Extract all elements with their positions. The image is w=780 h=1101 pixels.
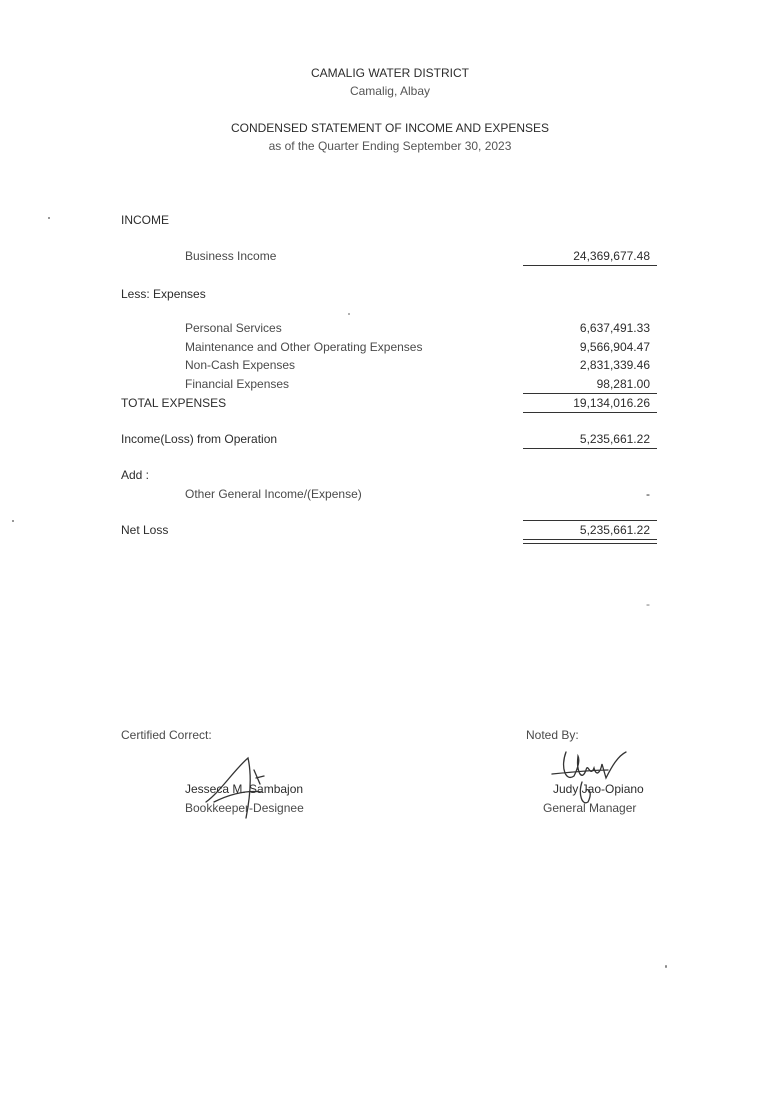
scan-speck [48,217,50,219]
underline [523,520,657,521]
expense-item-label: Financial Expenses [185,377,290,391]
scan-speck [348,313,350,315]
other-income-label: Other General Income/(Expense) [185,487,362,501]
expense-item-label: Non-Cash Expenses [185,358,296,372]
add-heading: Add : [121,468,150,482]
certified-name: Jesseca M. Sambajon [185,782,304,796]
noted-name: Judy Jao-Opiano [553,782,644,796]
noted-label: Noted By: [526,728,579,742]
expense-item-label: Maintenance and Other Operating Expenses [185,340,423,354]
double-underline [523,539,657,544]
expenses-heading: Less: Expenses [121,287,206,301]
total-expenses-label: TOTAL EXPENSES [121,396,227,410]
business-income-label: Business Income [185,249,277,263]
other-income-value: - [646,487,650,501]
underline [523,265,657,266]
income-heading: INCOME [121,213,169,227]
scan-speck [665,965,667,968]
underline [523,448,657,449]
net-loss-value: 5,235,661.22 [579,523,650,537]
operation-label: Income(Loss) from Operation [121,432,278,446]
net-loss-label: Net Loss [121,523,169,537]
expense-item-label: Personal Services [185,321,282,335]
expense-item-value: 9,566,904.47 [579,340,650,354]
certified-label: Certified Correct: [121,728,212,742]
statement-title: CONDENSED STATEMENT OF INCOME AND EXPENSES [230,121,550,135]
stray-dash: - [646,597,650,611]
org-location: Camalig, Albay [349,84,431,98]
underline [523,412,657,413]
expense-item-value: 2,831,339.46 [579,358,650,372]
total-expenses-value: 19,134,016.26 [573,396,650,410]
business-income-value: 24,369,677.48 [573,249,650,263]
noted-title: General Manager [543,801,637,815]
statement-period: as of the Quarter Ending September 30, 2023 [268,139,512,153]
operation-value: 5,235,661.22 [579,432,650,446]
scan-speck [12,520,14,522]
underline [523,393,657,394]
expense-item-value: 6,637,491.33 [579,321,650,335]
org-name: CAMALIG WATER DISTRICT [310,66,469,80]
expense-item-value: 98,281.00 [596,377,650,391]
certified-title: Bookkeeper-Designee [185,801,304,815]
